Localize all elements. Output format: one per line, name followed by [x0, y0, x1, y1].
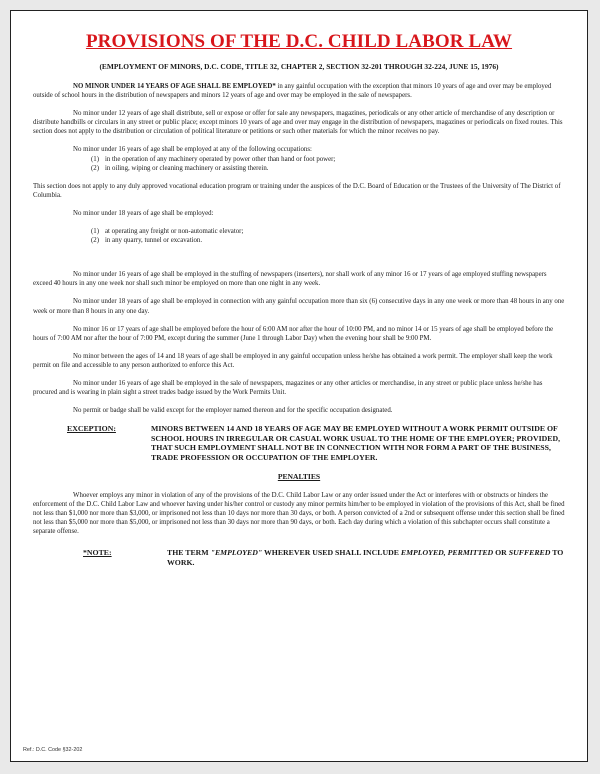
exception-label: EXCEPTION: — [67, 424, 116, 434]
minimum-age-lead: NO MINOR UNDER 14 YEARS OF AGE SHALL BE EMPLOYED* — [73, 83, 276, 90]
penalties-text: Whoever employs any minor in violation of any of the provisions of the D.C. Child Labor Law or any order issued under the Act or interferes with or obstructs or hinders the enforcement of the D.C. Child Labor Law and whoever having under his/her control or custody any minor permits him/her to be employed in violation of the provisions of this Act, shall be fined not less than $1,000 nor more than $3,000, or imprisoned not less than 10 days nor more than 30 days, or both. A person convicted of a 2nd or subsequent offense under this section shall be fined not less than $5,000 nor more than $5,000, or imprisoned not less than 30 days nor more than 90 days, or both. Each day during which a violation of this subchapter occurs shall constitute a separate offense. — [33, 491, 565, 535]
list-item: (2) in oiling, wiping or cleaning machinery or assisting therein. — [91, 164, 269, 172]
document-title: PROVISIONS OF THE D.C. CHILD LABOR LAW — [85, 31, 513, 52]
list-item: (2) in any quarry, tunnel or excavation. — [91, 237, 203, 245]
penalties-heading: PENALTIES — [277, 471, 321, 481]
minimum-age-text: in any gainful occupation with the exception that minors 10 years of age and over may be employed outside of school hours in the distribution of newspapers and minors 12 years of age and over may be employed in the sale of newspapers. — [33, 83, 552, 100]
document-subtitle: (EMPLOYMENT OF MINORS, D.C. CODE, TITLE 32, CHAPTER 2, SECTION 32-201 THROUGH 32-224, JUNE 15, 1976) — [99, 62, 499, 71]
reference-code: Ref.: D.C. Code §32-202 — [23, 747, 83, 753]
paragraph-permit-validity: No permit or badge shall be valid except for the employer named thereon and for the specific occupation designated. — [73, 407, 393, 415]
paragraph-vocational-exemption: This section does not apply to any duly approved vocational education program or training under the auspices of the D.C. Board of Education or the Trustees of the University of The District of Columbia. — [33, 182, 561, 199]
exception-text: MINORS BETWEEN 14 AND 18 YEARS OF AGE MAY BE EMPLOYED WITHOUT A WORK PERMIT OUTSIDE OF SCHOOL HOURS IN IRREGULAR OR CASUAL WORK USUAL TO THE HOME OF THE EMPLOYER; PROVIDED, THAT SUCH EMPLOYMENT SHALL NOT BE IN CONNECTION WITH NOR FORM A PART OF THE BUSINESS, TRADE PROFESSION OR OCCUPATION OF THE EMPLOYER. — [151, 424, 561, 463]
occupations-list — [33, 155, 565, 173]
spacer — [33, 254, 565, 270]
paragraph-occupations-intro: No minor under 16 years of age shall be employed at any of the following occupations: — [73, 146, 312, 154]
note-text: THE TERM "EMPLOYED" WHEREVER USED SHALL INCLUDE EMPLOYED, PERMITTED OR SUFFERED TO WORK. — [167, 548, 564, 567]
list-item: (1) at operating any freight or non-automatic elevator; — [91, 228, 244, 236]
paragraph-time-of-day: No minor 16 or 17 years of age shall be employed before the hour of 6:00 AM nor after the hour of 10:00 PM, and no minor 14 or 15 years of age shall be employed before the hours of 7:00 AM nor after the hour of 7:00 PM, except during the summer (June 1 through Labor Day) when the evening hour shall be 9:00 PM. — [33, 325, 554, 342]
paragraph-minimum-age — [33, 82, 565, 100]
paragraph-work-permit: No minor between the ages of 14 and 18 years of age shall be employed in any gainful occupation unless he/she has obtained a work permit. The employer shall keep the work permit on file and accessible to any person authorized to enforce this Act. — [33, 352, 553, 369]
note-section — [33, 548, 565, 567]
paragraph-hours-limit: No minor under 18 years of age shall be employed in connection with any gainful occupation more than six (6) consecutive days in any one week or more than 48 hours in any one week or more than 8 hours in any one day. — [33, 298, 565, 315]
exception-section — [33, 424, 565, 462]
paragraph-newspaper-stuffing: No minor under 16 years of age shall be employed in the stuffing of newspapers (inserters), nor shall work of any minor 16 or 17 years of age employed stuffing newspapers exceed 40 hours in any one week nor shall such minor be employed on more than one night in any week. — [33, 271, 547, 288]
paragraph-street-trades-badge: No minor under 16 years of age shall be employed in the sale of newspapers, magazines or any other articles or merchandise, in any street or public place unless he/she has procured and is wearing in plain sight a street trades badge issued by the Work Permits Unit. — [33, 379, 543, 397]
list-item: (1) in the operation of any machinery operated by power other than hand or foot power; — [91, 155, 336, 163]
paragraph-under-18-intro: No minor under 18 years of age shall be employed: — [73, 209, 214, 217]
paragraph-distribution: No minor under 12 years of age shall distribute, sell or expose or offer for sale any newspapers, magazines, periodicals or any other article of merchandise of any description or distribute handbills or circulars in any street or public place; except minors 10 years of age and over may engage in the distribution of newspapers, magazines or periodicals on fixed routes. This section does not apply to the distribution or circulation of political literature or petitions or such other materials for which the minor receives no pay. — [33, 110, 563, 136]
note-label: *NOTE: — [83, 548, 112, 558]
under-18-list — [33, 227, 565, 245]
document-page — [10, 10, 588, 762]
